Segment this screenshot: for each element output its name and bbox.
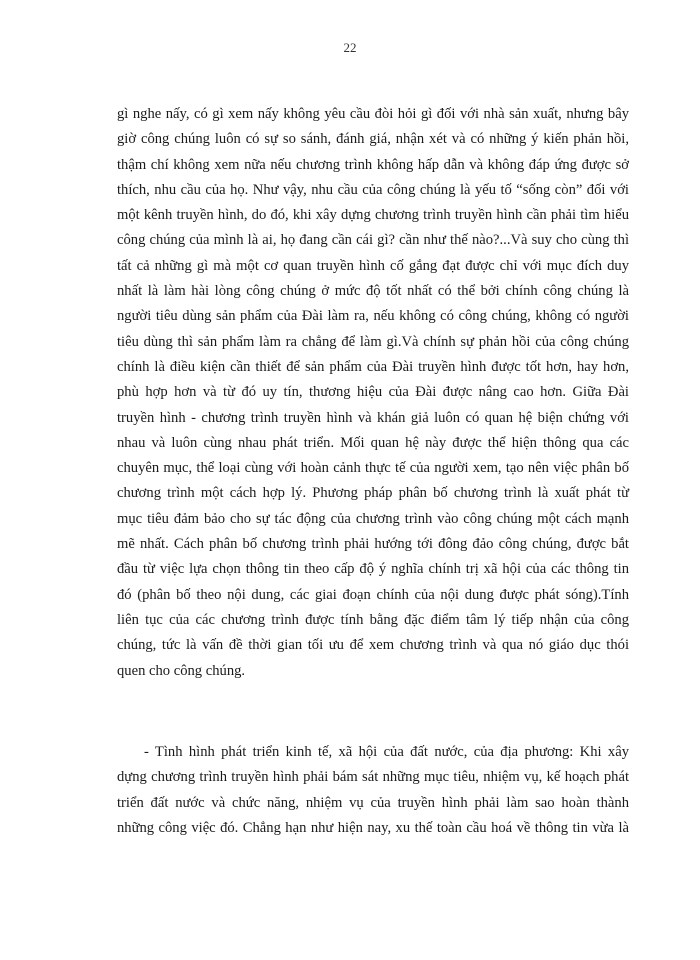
text-line: gì nghe nấy, có gì xem nấy không yêu cầu đòi hỏi gì đối với nhà sản xuất, nhưng bây bbox=[117, 106, 629, 122]
text-line: thích, nhu cầu của họ. Như vậy, nhu cầu của công chúng là yếu tố “sống còn” đối với bbox=[117, 181, 629, 198]
text-line: truyền hình - chương trình truyền hình và khán giả luôn có quan hệ biện chứng với bbox=[117, 409, 629, 426]
text-line: mẽ nhất. Cách phân bố chương trình phải hướng tới đông đảo công chúng, được bắt bbox=[117, 536, 629, 553]
text-line: mục tiêu đảm bảo cho sự tác động của chương trình vào công chúng một cách mạnh bbox=[117, 510, 629, 527]
text-line: tất cả những gì mà một cơ quan truyền hình cố gắng đạt được chỉ với mục đích duy bbox=[117, 257, 629, 274]
text-line: công chúng của mình là ai, họ đang cần cái gì? cần như thế nào?...Và suy cho cùng thì bbox=[117, 232, 629, 249]
text-line: liên tục của các chương trình được tính bằng đặc điểm tâm lý tiếp nhận của công bbox=[117, 611, 629, 628]
page-number: 22 bbox=[343, 40, 357, 55]
text-line: giờ công chúng luôn có sự so sánh, đánh giá, nhận xét và có những ý kiến phản hồi, bbox=[117, 131, 629, 148]
paragraph-socioeconomic bbox=[117, 740, 629, 841]
text-line: tiêu dùng thì sản phẩm làm ra chẳng để làm gì.Và chính sự phản hồi của công chúng bbox=[117, 333, 629, 350]
text-line: đó (phân bố theo nội dung, các giai đoạn chính của nội dung được phát sóng).Tính bbox=[117, 586, 629, 603]
text-line: nhau và luôn cùng nhau phát triển. Mối quan hệ này được thể hiện thông qua các bbox=[117, 434, 629, 451]
text-line: một kênh truyền hình, do đó, khi xây dựng chương trình truyền hình cần phải tìm hiểu bbox=[117, 207, 629, 224]
text-line: đầu từ việc lựa chọn thông tin theo cấp độ ý nghĩa chính trị xã hội của các thông tin bbox=[117, 561, 629, 578]
text-line: phù hợp hơn và từ đó uy tín, thương hiệu của Đài được nâng cao hơn. Giữa Đài bbox=[117, 384, 629, 401]
text-line: chính là điều kiện cần thiết để sản phẩm của Đài truyền hình được tốt hơn, hay hơn, bbox=[117, 358, 629, 375]
text-line: những công việc đó. Chẳng hạn như hiện nay, xu thế toàn cầu hoá về thông tin vừa là bbox=[117, 819, 629, 836]
text-line: thậm chí không xem nữa nếu chương trình không hấp dẫn và không đáp ứng được sở bbox=[117, 156, 629, 173]
text-line: người tiêu dùng sản phẩm của Đài làm ra, nếu không có công chúng, không có người bbox=[117, 308, 629, 325]
text-line: chuyên mục, thể loại cùng với hoàn cảnh thực tế của người xem, tạo nên việc phân bố bbox=[117, 460, 629, 477]
text-line: - Tình hình phát triển kinh tế, xã hội của đất nước, của địa phương: Khi xây bbox=[144, 744, 629, 760]
text-line: triển đất nước và chức năng, nhiệm vụ của truyền hình phải làm sao hoàn thành bbox=[117, 794, 629, 811]
text-line: dựng chương trình truyền hình phải bám sát những mục tiêu, nhiệm vụ, kế hoạch phát bbox=[117, 769, 629, 786]
text-line: chúng, tức là vấn đề thời gian tối ưu để xem chương trình và qua nó giáo dục thói bbox=[117, 637, 629, 654]
paragraph-audience-needs bbox=[117, 102, 629, 684]
text-line: chương trình một cách hợp lý. Phương pháp phân bố chương trình là xuất phát từ bbox=[117, 485, 629, 502]
text-line: quen cho công chúng. bbox=[117, 662, 246, 679]
text-line: nhất là làm hài lòng công chúng ở mức độ tốt nhất có thể bởi chính công chúng là bbox=[117, 283, 629, 300]
